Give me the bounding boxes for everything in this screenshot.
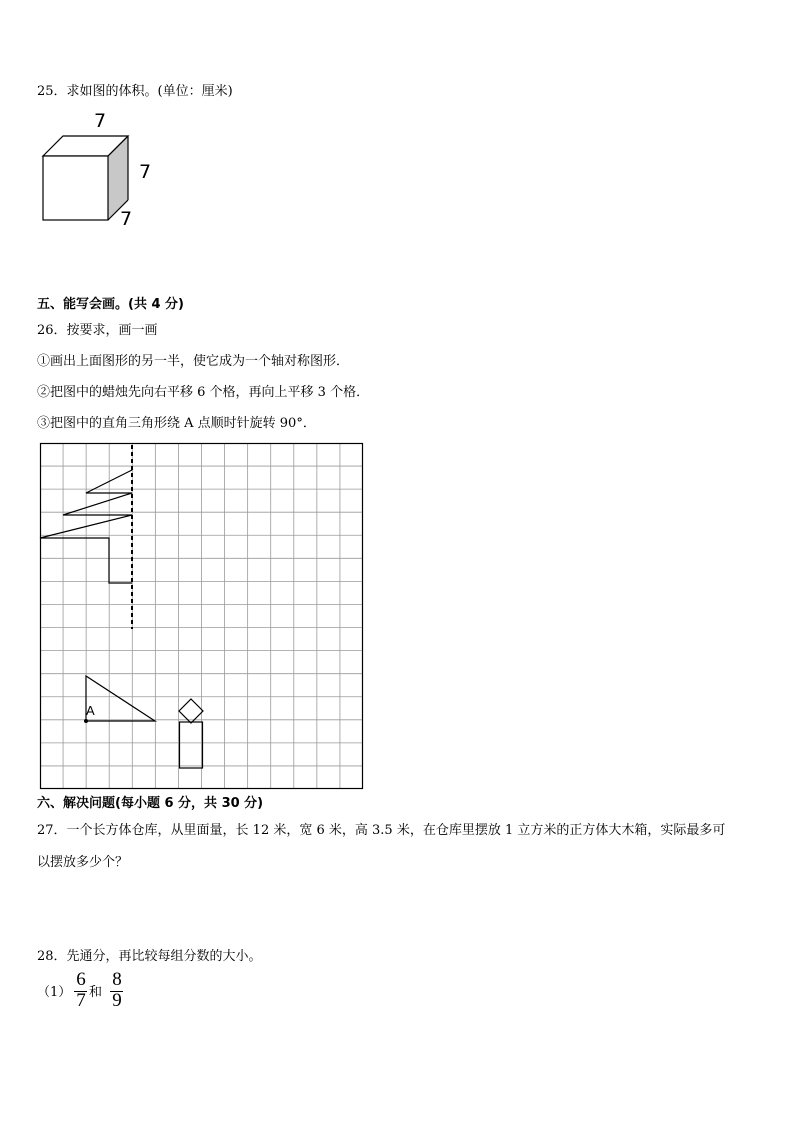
q26-text: 26．按要求，画一画 <box>37 323 158 338</box>
cube-label-bottom: 7 <box>120 208 133 230</box>
q26-item-3: ③把图中的直角三角形绕 A 点顺时针旋转 90°． <box>37 416 316 431</box>
fraction2-denominator: 9 <box>112 990 122 1011</box>
candle-body <box>180 722 203 768</box>
fraction1-denominator: 7 <box>76 990 86 1011</box>
cube-label-right: 7 <box>139 161 152 183</box>
q28-part-label: （1） <box>37 985 72 1000</box>
and-word: 和 <box>89 985 103 1000</box>
q27-line1: 27．一个长方体仓库，从里面量，长 12 米，宽 6 米，高 3.5 米，在仓库里摆放 1 立方米的正方体大木箱，实际最多可 <box>37 823 726 838</box>
point-a-label: A <box>86 703 95 718</box>
q25-text: 25．求如图的体积。(单位：厘米) <box>37 84 233 99</box>
q28-text: 28．先通分，再比较每组分数的大小。 <box>37 949 262 964</box>
fraction2-numerator: 8 <box>112 969 122 990</box>
point-a-dot <box>84 719 88 723</box>
q26-item-1: ①画出上面图形的另一半，使它成为一个轴对称图形． <box>37 354 350 369</box>
right-triangle <box>86 676 155 721</box>
q27-line2: 以摆放多少个？ <box>37 855 129 870</box>
q26-item-2: ②把图中的蜡烛先向右平移 6 个格，再向上平移 3 个格． <box>37 385 370 400</box>
section5-title: 五、能写会画。(共 4 分) <box>37 297 184 312</box>
cube-label-top: 7 <box>94 110 107 132</box>
drawing-grid <box>40 443 364 790</box>
fraction1-numerator: 6 <box>76 969 86 990</box>
section6-title: 六、解决问题(每小题 6 分，共 30 分) <box>37 796 264 811</box>
